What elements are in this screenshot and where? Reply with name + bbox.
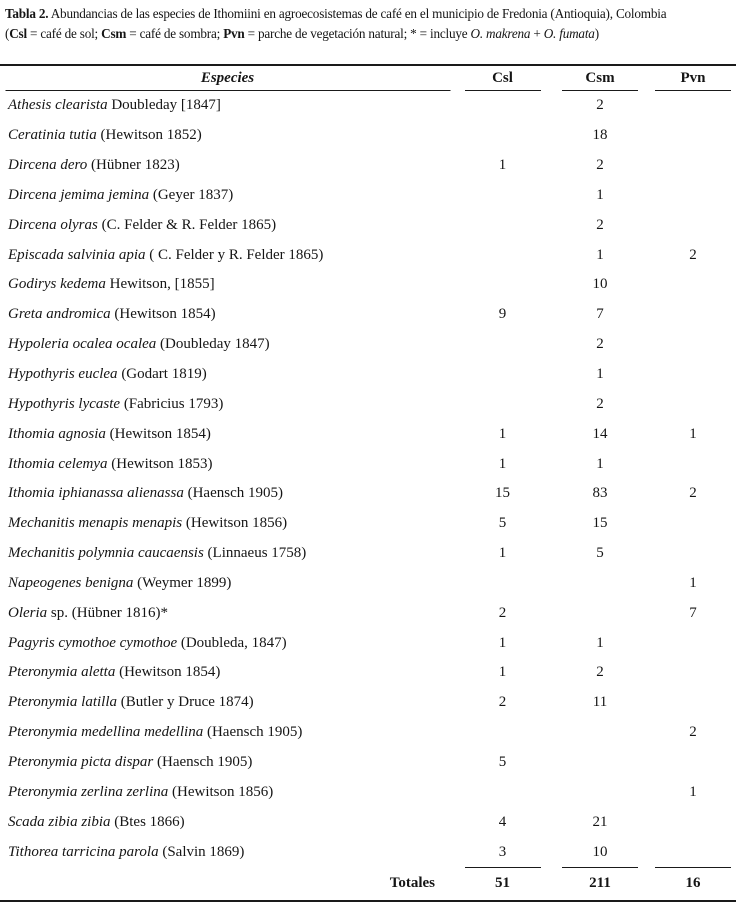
caption-segment: O. makrena <box>470 26 531 41</box>
species-author: (Weymer 1899) <box>133 574 232 591</box>
count-csl: 1 <box>498 664 507 681</box>
count-csl <box>455 270 550 300</box>
table-row <box>0 389 736 419</box>
table-row <box>0 240 736 270</box>
header-csl-label: Csl <box>492 70 513 86</box>
table-caption <box>0 0 736 64</box>
count-pvn <box>650 539 736 569</box>
count-csl: 1 <box>498 545 507 562</box>
species-name: Tithorea tarricina parola <box>8 843 159 860</box>
species-cell <box>0 628 455 658</box>
species-name: Mechanitis menapis menapis <box>8 515 183 532</box>
table-row <box>0 479 736 509</box>
species-cell <box>0 569 455 599</box>
table-row <box>0 330 736 360</box>
species-author: (Hewitson 1853) <box>107 455 213 472</box>
species-name: Ceratinia tutia <box>8 127 97 144</box>
count-pvn <box>650 449 736 479</box>
species-author: (Fabricius 1793) <box>120 395 224 412</box>
count-pvn <box>650 151 736 181</box>
count-pvn <box>650 837 736 867</box>
species-author: (Hewitson 1854) <box>115 664 221 681</box>
count-csm: 18 <box>592 127 608 144</box>
species-author: (Haensch 1905) <box>183 485 283 502</box>
count-csm: 10 <box>592 276 608 293</box>
caption-segment: ) <box>594 26 599 41</box>
count-pvn <box>650 121 736 151</box>
caption-line <box>5 24 731 44</box>
caption-segment: ( <box>5 26 10 41</box>
table-row <box>0 777 736 807</box>
count-csm: 7 <box>596 306 604 323</box>
species-author: (Godart 1819) <box>117 366 207 383</box>
species-cell <box>0 688 455 718</box>
table-row <box>0 658 736 688</box>
species-cell <box>0 777 455 807</box>
header-especies <box>0 65 455 91</box>
table-row <box>0 509 736 539</box>
table-row <box>0 449 736 479</box>
totals-csl-value: 51 <box>495 874 510 891</box>
species-name: Pteronymia aletta <box>8 664 116 681</box>
table-row <box>0 807 736 837</box>
caption-segment: = café de sol; <box>26 26 102 41</box>
species-cell <box>0 330 455 360</box>
count-csm: 10 <box>592 843 608 860</box>
count-csl <box>455 240 550 270</box>
count-csm: 14 <box>592 425 608 442</box>
species-name: Athesis clearista <box>8 97 108 114</box>
count-pvn <box>650 509 736 539</box>
count-pvn <box>650 658 736 688</box>
caption-segment: Csm <box>101 26 127 41</box>
caption-line <box>5 4 731 24</box>
species-name: Pteronymia latilla <box>8 694 118 711</box>
count-csl: 9 <box>498 306 507 323</box>
table-body <box>0 91 736 867</box>
species-author: (Hewitson 1854) <box>110 306 216 323</box>
header-rule <box>465 90 541 91</box>
species-cell <box>0 270 455 300</box>
totals-csl <box>455 867 550 901</box>
table-row <box>0 419 736 449</box>
header-rule <box>5 90 450 91</box>
species-author: (Hewitson 1852) <box>96 127 202 144</box>
species-author: (Haensch 1905) <box>203 724 303 741</box>
species-cell <box>0 240 455 270</box>
count-pvn: 1 <box>689 574 697 591</box>
count-pvn <box>650 91 736 121</box>
count-csm <box>550 718 650 748</box>
table-row <box>0 360 736 390</box>
caption-segment: Tabla 2. <box>5 6 49 21</box>
count-csm: 2 <box>596 97 604 114</box>
count-csl <box>455 210 550 240</box>
totals-rule <box>465 867 541 868</box>
table-row <box>0 300 736 330</box>
species-name: Episcada salvinia apia <box>8 246 146 263</box>
species-cell <box>0 360 455 390</box>
caption-segment: = parche de vegetación natural; * = incluye <box>244 26 471 41</box>
totals-pvn-value: 16 <box>685 874 701 891</box>
species-name: Scada zibia zibia <box>8 813 111 830</box>
count-pvn <box>650 748 736 778</box>
totals-row <box>0 867 736 901</box>
count-pvn <box>650 628 736 658</box>
species-name: Ithomia celemya <box>8 455 108 472</box>
count-csm <box>550 569 650 599</box>
species-name: Pteronymia medellina medellina <box>8 724 204 741</box>
count-pvn: 1 <box>689 425 697 442</box>
caption-segment: Pvn <box>223 26 245 41</box>
count-pvn <box>650 270 736 300</box>
species-cell <box>0 449 455 479</box>
count-csl: 3 <box>498 843 507 860</box>
species-author: (Doubleday 1847) <box>156 336 270 353</box>
table-row <box>0 181 736 211</box>
species-name: Dircena olyras <box>8 216 98 233</box>
species-cell <box>0 300 455 330</box>
count-csl <box>455 569 550 599</box>
species-author: (Haensch 1905) <box>153 753 253 770</box>
count-csm: 1 <box>596 186 604 203</box>
count-csl: 5 <box>498 515 507 532</box>
count-csl <box>455 777 550 807</box>
count-csl: 5 <box>498 753 507 770</box>
count-pvn: 2 <box>689 724 697 741</box>
species-name: Greta andromica <box>8 306 111 323</box>
species-name: Pteronymia picta dispar <box>8 753 154 770</box>
species-cell <box>0 389 455 419</box>
species-name: Dircena dero <box>8 157 88 174</box>
table-row <box>0 121 736 151</box>
species-cell <box>0 121 455 151</box>
header-csm-label: Csm <box>585 70 615 86</box>
table-row <box>0 210 736 240</box>
totals-csm-value: 211 <box>589 874 611 891</box>
count-csl <box>455 360 550 390</box>
count-csm <box>550 598 650 628</box>
species-cell <box>0 807 455 837</box>
caption-segment: = café de sombra; <box>126 26 224 41</box>
table-row <box>0 748 736 778</box>
count-pvn <box>650 389 736 419</box>
count-csm: 2 <box>596 664 604 681</box>
table-row <box>0 270 736 300</box>
count-csm: 1 <box>596 246 604 263</box>
species-author: ( C. Felder y R. Felder 1865) <box>145 246 324 263</box>
species-author: (Hübner 1823) <box>87 157 180 174</box>
species-author: Doubleday [1847] <box>107 97 221 114</box>
count-csm <box>550 748 650 778</box>
header-rule <box>655 90 731 91</box>
species-author: (Btes 1866) <box>110 813 185 830</box>
species-name: Pagyris cymothoe cymothoe <box>8 634 178 651</box>
species-cell <box>0 598 455 628</box>
count-csl <box>455 181 550 211</box>
count-pvn: 7 <box>689 604 697 621</box>
count-csm: 11 <box>592 694 608 711</box>
header-csl <box>455 65 550 91</box>
totals-csm <box>550 867 650 901</box>
species-author: (Hewitson 1856) <box>168 783 274 800</box>
count-pvn: 2 <box>689 246 697 263</box>
species-author: (C. Felder & R. Felder 1865) <box>97 216 277 233</box>
count-csl: 1 <box>498 425 507 442</box>
count-pvn: 2 <box>689 485 697 502</box>
caption-segment: Csl <box>9 26 27 41</box>
species-cell <box>0 748 455 778</box>
count-csm: 5 <box>596 545 604 562</box>
species-cell <box>0 419 455 449</box>
table-row <box>0 628 736 658</box>
count-csm: 21 <box>592 813 608 830</box>
count-csl: 1 <box>498 634 507 651</box>
species-cell <box>0 658 455 688</box>
caption-segment: Abundancias de las especies de Ithomiini en agroecosistemas de café en el municipio de Fredonia (Antioquia), Colombia <box>48 6 667 21</box>
count-csl <box>455 91 550 121</box>
species-author: (Linnaeus 1758) <box>203 545 307 562</box>
species-name: Hypoleria ocalea ocalea <box>8 336 157 353</box>
species-name: Hypothyris lycaste <box>8 395 121 412</box>
count-pvn <box>650 688 736 718</box>
table-row <box>0 718 736 748</box>
species-author: (Hewitson 1856) <box>182 515 288 532</box>
species-name: Ithomia iphianassa alienassa <box>8 485 184 502</box>
species-author: sp. (Hübner 1816)* <box>47 604 168 621</box>
count-csm: 83 <box>592 485 608 502</box>
header-rule <box>562 90 638 91</box>
species-author: (Hewitson 1854) <box>105 425 211 442</box>
species-author: (Salvin 1869) <box>158 843 245 860</box>
species-author: (Geyer 1837) <box>149 186 234 203</box>
header-pvn <box>650 65 736 91</box>
count-csl <box>455 121 550 151</box>
species-name: Godirys kedema <box>8 276 106 293</box>
totals-pvn <box>650 867 736 901</box>
species-author: (Butler y Druce 1874) <box>117 694 254 711</box>
count-csl: 15 <box>495 485 510 502</box>
count-csm: 2 <box>596 336 604 353</box>
count-csl: 4 <box>498 813 507 830</box>
table-row <box>0 151 736 181</box>
species-cell <box>0 91 455 121</box>
totals-rule <box>655 867 731 868</box>
abundance-table <box>0 64 736 902</box>
species-name: Napeogenes benigna <box>8 574 134 591</box>
header-especies-label: Especies <box>200 70 255 86</box>
table-row <box>0 539 736 569</box>
count-pvn <box>650 360 736 390</box>
count-csl <box>455 718 550 748</box>
count-csl <box>455 389 550 419</box>
species-name: Dircena jemima jemina <box>8 186 150 203</box>
count-csl <box>455 330 550 360</box>
species-name: Hypothyris euclea <box>8 366 118 383</box>
species-cell <box>0 479 455 509</box>
count-pvn <box>650 807 736 837</box>
count-csl: 1 <box>498 157 507 174</box>
count-csm <box>550 777 650 807</box>
caption-segment: + <box>530 26 544 41</box>
species-name: Ithomia agnosia <box>8 425 106 442</box>
table-header <box>0 65 736 91</box>
species-cell <box>0 210 455 240</box>
count-pvn <box>650 300 736 330</box>
count-pvn: 1 <box>689 783 697 800</box>
count-csl: 2 <box>498 604 507 621</box>
count-pvn <box>650 330 736 360</box>
count-csm: 15 <box>592 515 608 532</box>
table-row <box>0 837 736 867</box>
table-row <box>0 688 736 718</box>
count-csm: 2 <box>596 395 604 412</box>
species-cell <box>0 718 455 748</box>
species-author: (Doubleda, 1847) <box>177 634 287 651</box>
table-footer <box>0 867 736 901</box>
species-name: Pteronymia zerlina zerlina <box>8 783 169 800</box>
count-csm: 1 <box>596 455 604 472</box>
caption-segment: O. fumata <box>543 26 595 41</box>
header-csm <box>550 65 650 91</box>
species-name: Oleria <box>8 604 48 621</box>
species-cell <box>0 837 455 867</box>
header-pvn-label: Pvn <box>680 70 706 86</box>
count-csl: 2 <box>498 694 507 711</box>
species-name: Mechanitis polymnia caucaensis <box>8 545 204 562</box>
count-pvn <box>650 181 736 211</box>
species-cell <box>0 181 455 211</box>
totals-label: Totales <box>389 874 435 891</box>
count-csm: 1 <box>596 366 604 383</box>
table-row <box>0 569 736 599</box>
totals-rule <box>562 867 638 868</box>
species-cell <box>0 151 455 181</box>
count-csm: 1 <box>596 634 604 651</box>
species-cell <box>0 509 455 539</box>
species-cell <box>0 539 455 569</box>
count-csl: 1 <box>498 455 507 472</box>
count-csm: 2 <box>596 157 604 174</box>
table-row <box>0 598 736 628</box>
table-row <box>0 91 736 121</box>
count-csm: 2 <box>596 216 604 233</box>
count-pvn <box>650 210 736 240</box>
species-author: Hewitson, [1855] <box>105 276 215 293</box>
